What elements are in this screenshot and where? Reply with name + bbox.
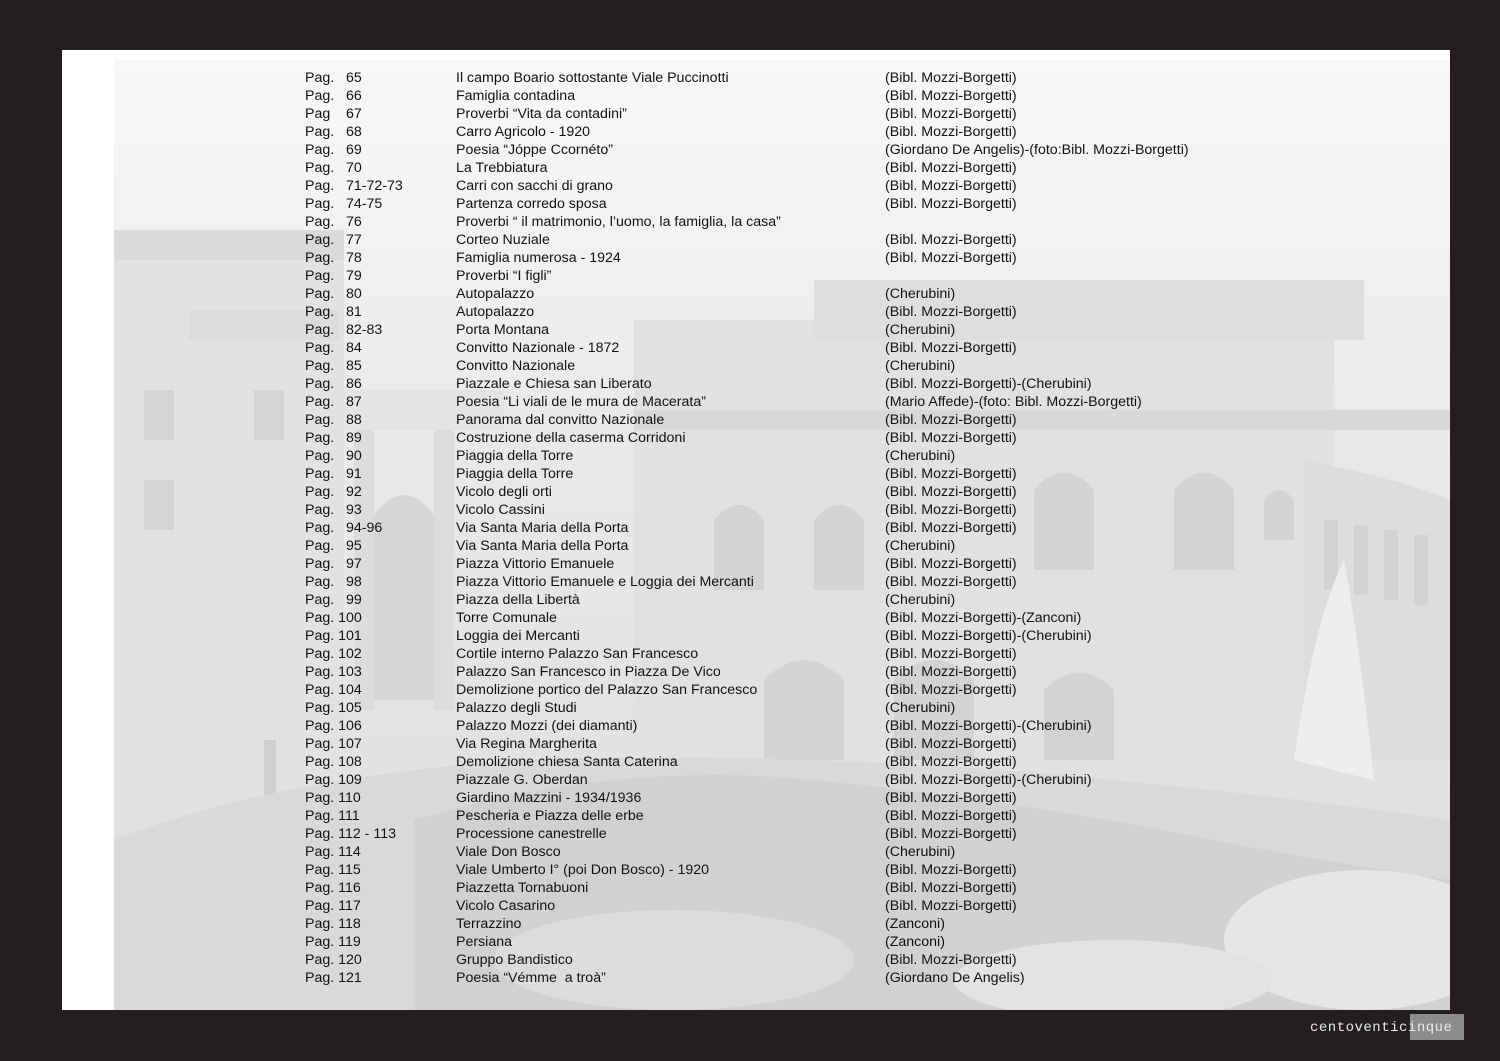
page-reference: Pag. 104 — [305, 682, 362, 698]
page-reference: Pag. 106 — [305, 718, 362, 734]
photo-source: (Bibl. Mozzi-Borgetti) — [885, 664, 1017, 680]
photo-title: Pescheria e Piazza delle erbe — [456, 808, 644, 824]
page-reference: Pag. 108 — [305, 754, 362, 770]
credit-row — [305, 771, 1305, 789]
credit-row — [305, 87, 1305, 105]
credit-row — [305, 141, 1305, 159]
page-reference: Pag. 78 — [305, 250, 362, 266]
page-reference: Pag. 87 — [305, 394, 362, 410]
page-reference: Pag. 109 — [305, 772, 362, 788]
page-reference: Pag. 82-83 — [305, 322, 383, 338]
page-reference: Pag. 80 — [305, 286, 362, 302]
credit-row — [305, 753, 1305, 771]
page-reference: Pag. 85 — [305, 358, 362, 374]
page-reference: Pag. 111 — [305, 808, 360, 824]
photo-title: Piazzetta Tornabuoni — [456, 880, 589, 896]
credit-row — [305, 645, 1305, 663]
page-reference: Pag. 116 — [305, 880, 361, 896]
credit-row — [305, 375, 1305, 393]
photo-title: Convitto Nazionale - 1872 — [456, 340, 620, 356]
photo-source: (Bibl. Mozzi-Borgetti) — [885, 556, 1017, 572]
photo-source: (Cherubini) — [885, 592, 956, 608]
photo-title: Carro Agricolo - 1920 — [456, 124, 591, 140]
photo-source: (Bibl. Mozzi-Borgetti)-(Cherubini) — [885, 376, 1092, 392]
page-reference: Pag. 65 — [305, 70, 362, 86]
photo-title: Famiglia contadina — [456, 88, 576, 104]
photo-title: Carri con sacchi di grano — [456, 178, 613, 194]
photo-title: Torre Comunale — [456, 610, 557, 626]
photo-source: (Bibl. Mozzi-Borgetti) — [885, 466, 1017, 482]
photo-source: (Bibl. Mozzi-Borgetti) — [885, 484, 1017, 500]
credit-row — [305, 627, 1305, 645]
credit-row — [305, 429, 1305, 447]
photo-title: Autopalazzo — [456, 304, 535, 320]
page-reference: Pag. 93 — [305, 502, 362, 518]
page-reference: Pag. 86 — [305, 376, 362, 392]
photo-title: Viale Don Bosco — [456, 844, 561, 860]
credit-row — [305, 393, 1305, 411]
page-reference: Pag. 99 — [305, 592, 362, 608]
page-reference: Pag. 103 — [305, 664, 362, 680]
credit-row — [305, 519, 1305, 537]
page-number-word: centoventicinque — [1310, 1020, 1453, 1036]
credit-row — [305, 483, 1305, 501]
credit-row — [305, 177, 1305, 195]
page-reference: Pag. 81 — [305, 304, 362, 320]
page-reference: Pag. 97 — [305, 556, 362, 572]
photo-title: Vicolo Cassini — [456, 502, 545, 518]
page-reference: Pag. 71-72-73 — [305, 178, 403, 194]
photo-title: Processione canestrelle — [456, 826, 607, 842]
credit-row — [305, 321, 1305, 339]
credit-row — [305, 465, 1305, 483]
photo-source: (Bibl. Mozzi-Borgetti) — [885, 232, 1017, 248]
page-reference: Pag. 100 — [305, 610, 362, 626]
credit-row — [305, 123, 1305, 141]
page-reference: Pag. 70 — [305, 160, 362, 176]
photo-source: (Bibl. Mozzi-Borgetti) — [885, 196, 1017, 212]
credit-row — [305, 609, 1305, 627]
photo-title: Vicolo Casarino — [456, 898, 556, 914]
page-reference: Pag. 95 — [305, 538, 362, 554]
credit-row — [305, 663, 1305, 681]
photo-source: (Giordano De Angelis) — [885, 970, 1025, 986]
photo-title: Porta Montana — [456, 322, 550, 338]
photo-source: (Cherubini) — [885, 538, 956, 554]
photo-title: Palazzo Mozzi (dei diamanti) — [456, 718, 638, 734]
credit-row — [305, 339, 1305, 357]
photo-title: Piaggia della Torre — [456, 466, 574, 482]
photo-title: Palazzo San Francesco in Piazza De Vico — [456, 664, 721, 680]
credit-row — [305, 213, 1305, 231]
page-reference: Pag. 117 — [305, 898, 361, 914]
photo-source: (Bibl. Mozzi-Borgetti) — [885, 790, 1017, 806]
credit-row — [305, 681, 1305, 699]
page-reference: Pag. 98 — [305, 574, 362, 590]
photo-source: (Bibl. Mozzi-Borgetti) — [885, 106, 1017, 122]
photo-title: Proverbi “Vita da contadini” — [456, 106, 627, 122]
photo-title: Cortile interno Palazzo San Francesco — [456, 646, 699, 662]
credit-row — [305, 447, 1305, 465]
credit-row — [305, 591, 1305, 609]
page-reference: Pag. 110 — [305, 790, 361, 806]
photo-title: Gruppo Bandistico — [456, 952, 573, 968]
page-reference: Pag 67 — [305, 106, 362, 122]
photo-source: (Giordano De Angelis)-(foto:Bibl. Mozzi-Borgetti) — [885, 142, 1189, 158]
photo-title: Via Santa Maria della Porta — [456, 538, 629, 554]
photo-source: (Cherubini) — [885, 700, 956, 716]
photo-source: (Bibl. Mozzi-Borgetti)-(Zanconi) — [885, 610, 1082, 626]
credit-row — [305, 843, 1305, 861]
credit-row — [305, 537, 1305, 555]
credit-row — [305, 789, 1305, 807]
photo-title: Proverbi “ il matrimonio, l’uomo, la famiglia, la casa” — [456, 214, 781, 230]
photo-title: Partenza corredo sposa — [456, 196, 607, 212]
credit-row — [305, 231, 1305, 249]
photo-title: La Trebbiatura — [456, 160, 548, 176]
page-reference: Pag. 89 — [305, 430, 362, 446]
page-reference: Pag. 77 — [305, 232, 362, 248]
photo-title: Piazza Vittorio Emanuele — [456, 556, 615, 572]
photo-source: (Bibl. Mozzi-Borgetti) — [885, 88, 1017, 104]
photo-title: Demolizione portico del Palazzo San Francesco — [456, 682, 758, 698]
credit-row — [305, 915, 1305, 933]
page-reference: Pag. 76 — [305, 214, 362, 230]
credit-row — [305, 195, 1305, 213]
photo-title: Poesia “Vémme a troà” — [456, 970, 606, 986]
photo-title: Convitto Nazionale — [456, 358, 576, 374]
credit-row — [305, 825, 1305, 843]
credit-row — [305, 105, 1305, 123]
page-reference: Pag. 88 — [305, 412, 362, 428]
photo-title: Loggia dei Mercanti — [456, 628, 580, 644]
page-reference: Pag. 68 — [305, 124, 362, 140]
credit-row — [305, 879, 1305, 897]
credit-row — [305, 285, 1305, 303]
photo-source: (Bibl. Mozzi-Borgetti)-(Cherubini) — [885, 718, 1092, 734]
photo-source: (Bibl. Mozzi-Borgetti) — [885, 70, 1017, 86]
page-reference: Pag. 114 — [305, 844, 361, 860]
photo-title: Terrazzino — [456, 916, 522, 932]
photo-source: (Bibl. Mozzi-Borgetti) — [885, 304, 1017, 320]
photo-source: (Cherubini) — [885, 844, 956, 860]
photo-title: Piazzale G. Oberdan — [456, 772, 588, 788]
photo-source: (Bibl. Mozzi-Borgetti) — [885, 412, 1017, 428]
page-reference: Pag. 107 — [305, 736, 362, 752]
photo-title: Giardino Mazzini - 1934/1936 — [456, 790, 642, 806]
photo-source: (Cherubini) — [885, 448, 956, 464]
page-reference: Pag. 94-96 — [305, 520, 383, 536]
photo-title: Poesia “Jóppe Ccornéto” — [456, 142, 613, 158]
photo-source: (Zanconi) — [885, 934, 945, 950]
photo-source: (Bibl. Mozzi-Borgetti) — [885, 340, 1017, 356]
photo-source: (Bibl. Mozzi-Borgetti) — [885, 430, 1017, 446]
photo-title: Via Regina Margherita — [456, 736, 597, 752]
credit-row — [305, 501, 1305, 519]
photo-title: Viale Umberto I° (poi Don Bosco) - 1920 — [456, 862, 710, 878]
photo-title: Persiana — [456, 934, 512, 950]
page-reference: Pag. 118 — [305, 916, 361, 932]
page-reference: Pag. 84 — [305, 340, 362, 356]
credit-row — [305, 303, 1305, 321]
page-reference: Pag. 120 — [305, 952, 362, 968]
photo-title: Palazzo degli Studi — [456, 700, 577, 716]
page-reference: Pag. 102 — [305, 646, 362, 662]
photo-title: Piazza della Libertà — [456, 592, 580, 608]
photo-title: Il campo Boario sottostante Viale Puccinotti — [456, 70, 729, 86]
page-number-footer — [1310, 1020, 1452, 1036]
photo-source: (Bibl. Mozzi-Borgetti) — [885, 754, 1017, 770]
page-reference: Pag. 119 — [305, 934, 361, 950]
photo-title: Demolizione chiesa Santa Caterina — [456, 754, 678, 770]
credit-row — [305, 951, 1305, 969]
credit-row — [305, 969, 1305, 987]
credit-row — [305, 249, 1305, 267]
photo-source: (Bibl. Mozzi-Borgetti) — [885, 250, 1017, 266]
photo-source: (Bibl. Mozzi-Borgetti) — [885, 682, 1017, 698]
page-reference: Pag. 115 — [305, 862, 361, 878]
photo-source: (Bibl. Mozzi-Borgetti)-(Cherubini) — [885, 772, 1092, 788]
credit-row — [305, 159, 1305, 177]
photo-title: Piazzale e Chiesa san Liberato — [456, 376, 652, 392]
credit-row — [305, 735, 1305, 753]
credit-row — [305, 555, 1305, 573]
photo-title: Poesia “Li viali de le mura de Macerata” — [456, 394, 706, 410]
credit-row — [305, 699, 1305, 717]
photo-source: (Bibl. Mozzi-Borgetti) — [885, 178, 1017, 194]
photo-source: (Bibl. Mozzi-Borgetti) — [885, 574, 1017, 590]
photo-source: (Bibl. Mozzi-Borgetti) — [885, 646, 1017, 662]
photo-source: (Bibl. Mozzi-Borgetti) — [885, 124, 1017, 140]
page-reference: Pag. 66 — [305, 88, 362, 104]
photo-title: Piaggia della Torre — [456, 448, 574, 464]
page-reference: Pag. 74-75 — [305, 196, 383, 212]
page-reference: Pag. 92 — [305, 484, 362, 500]
page-reference: Pag. 121 — [305, 970, 362, 986]
credit-row — [305, 933, 1305, 951]
photo-source: (Bibl. Mozzi-Borgetti) — [885, 808, 1017, 824]
page-reference: Pag. 69 — [305, 142, 362, 158]
photo-title: Famiglia numerosa - 1924 — [456, 250, 621, 266]
photo-title: Piazza Vittorio Emanuele e Loggia dei Mercanti — [456, 574, 754, 590]
credit-row — [305, 573, 1305, 591]
photo-title: Via Santa Maria della Porta — [456, 520, 629, 536]
photo-source: (Bibl. Mozzi-Borgetti) — [885, 736, 1017, 752]
photo-source: (Bibl. Mozzi-Borgetti)-(Cherubini) — [885, 628, 1092, 644]
photo-source: (Cherubini) — [885, 358, 956, 374]
credit-row — [305, 267, 1305, 285]
photo-source: (Bibl. Mozzi-Borgetti) — [885, 826, 1017, 842]
photo-credits-list — [305, 69, 1305, 987]
credit-row — [305, 411, 1305, 429]
photo-title: Costruzione della caserma Corridoni — [456, 430, 686, 446]
credit-row — [305, 897, 1305, 915]
page-reference: Pag. 91 — [305, 466, 362, 482]
photo-source: (Bibl. Mozzi-Borgetti) — [885, 502, 1017, 518]
credit-row — [305, 69, 1305, 87]
page-reference: Pag. 79 — [305, 268, 362, 284]
photo-source: (Cherubini) — [885, 286, 956, 302]
credit-row — [305, 717, 1305, 735]
photo-title: Autopalazzo — [456, 286, 535, 302]
document-page — [62, 50, 1450, 1010]
photo-title: Corteo Nuziale — [456, 232, 550, 248]
photo-source: (Bibl. Mozzi-Borgetti) — [885, 952, 1017, 968]
photo-title: Proverbi “I figli” — [456, 268, 552, 284]
photo-source: (Mario Affede)-(foto: Bibl. Mozzi-Borgetti) — [885, 394, 1142, 410]
page-reference: Pag. 101 — [305, 628, 362, 644]
credit-row — [305, 861, 1305, 879]
page-reference: Pag. 112 - 113 — [305, 826, 396, 842]
photo-title: Vicolo degli orti — [456, 484, 552, 500]
credit-row — [305, 807, 1305, 825]
page-reference: Pag. 90 — [305, 448, 362, 464]
photo-source: (Bibl. Mozzi-Borgetti) — [885, 520, 1017, 536]
page-reference: Pag. 105 — [305, 700, 362, 716]
photo-source: (Bibl. Mozzi-Borgetti) — [885, 862, 1017, 878]
photo-source: (Bibl. Mozzi-Borgetti) — [885, 880, 1017, 896]
photo-title: Panorama dal convitto Nazionale — [456, 412, 665, 428]
photo-source: (Bibl. Mozzi-Borgetti) — [885, 898, 1017, 914]
photo-source: (Bibl. Mozzi-Borgetti) — [885, 160, 1017, 176]
photo-source: (Zanconi) — [885, 916, 945, 932]
photo-source: (Cherubini) — [885, 322, 956, 338]
credit-row — [305, 357, 1305, 375]
